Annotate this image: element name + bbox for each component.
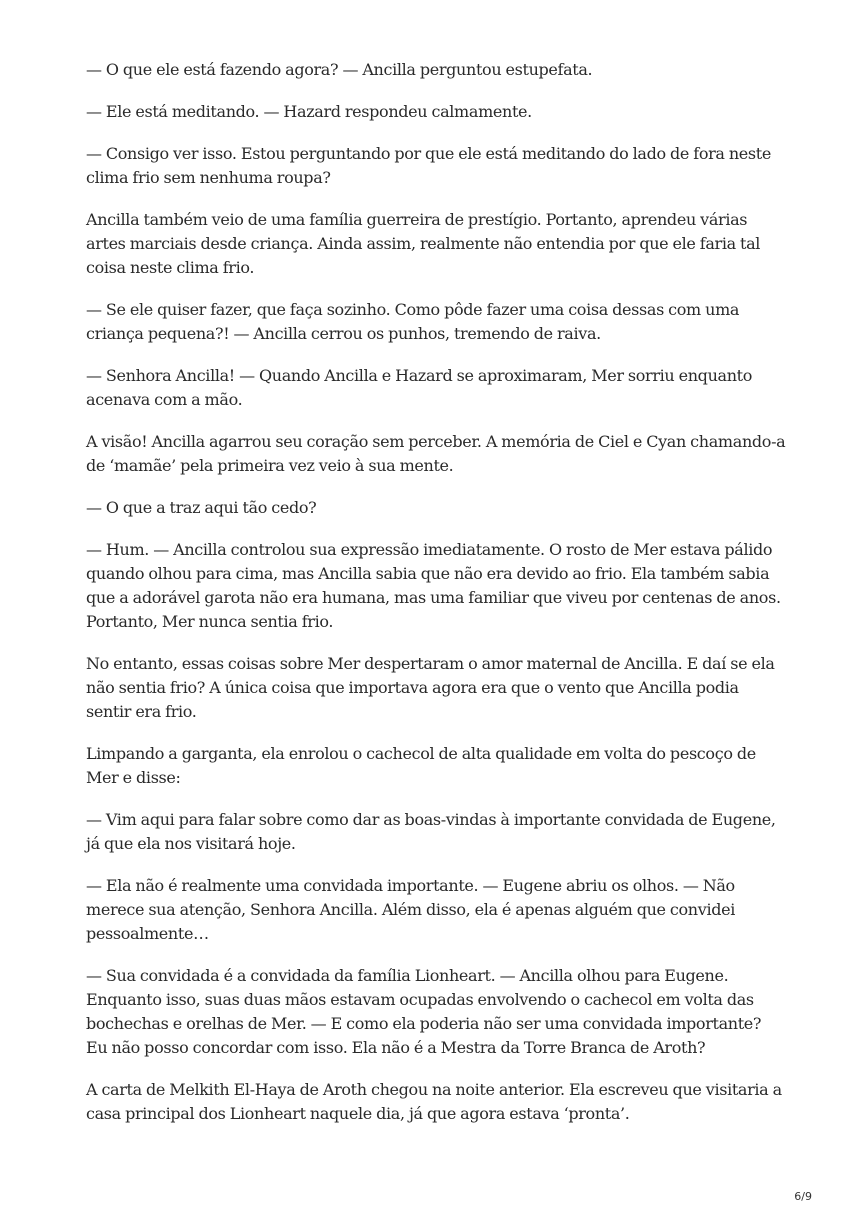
paragraph: — Ela não é realmente uma convidada importante. — Eugene abriu os olhos. — Não merece sua atenção, Senhora Ancilla. Além disso, ela é apenas alguém que convidei pessoalmente… xyxy=(86,876,735,943)
paragraph: A visão! Ancilla agarrou seu coração sem perceber. A memória de Ciel e Cyan chamando-a de ‘mamãe’ pela primeira vez veio à sua mente. xyxy=(86,432,786,475)
paragraph: — Hum. — Ancilla controlou sua expressão imediatamente. O rosto de Mer estava pálido quando olhou para cima, mas Ancilla sabia que não era devido ao frio. Ela também sabia que a adorável garota não era humana, mas uma familiar que viveu por centenas de anos. Portanto, Mer nunca sentia frio. xyxy=(86,540,781,631)
paragraph: — Ele está meditando. — Hazard respondeu calmamente. xyxy=(86,102,532,121)
page-number: 6/9 xyxy=(794,1190,812,1203)
paragraph: — Se ele quiser fazer, que faça sozinho. Como pôde fazer uma coisa dessas com uma criança pequena?! — Ancilla cerrou os punhos, tremendo de raiva. xyxy=(86,300,740,343)
paragraph: No entanto, essas coisas sobre Mer despertaram o amor maternal de Ancilla. E daí se ela não sentia frio? A única coisa que importava agora era que o vento que Ancilla podia sentir era frio. xyxy=(86,654,775,721)
paragraph: — Consigo ver isso. Estou perguntando por que ele está meditando do lado de fora neste clima frio sem nenhuma roupa? xyxy=(86,144,771,187)
paragraph: — Sua convidada é a convidada da família Lionheart. — Ancilla olhou para Eugene. Enquanto isso, suas duas mãos estavam ocupadas envolvendo o cachecol em volta das bochechas e orelhas de Mer. — E como ela poderia não ser uma convidada importante? Eu não posso concordar com isso. Ela não é a Mestra da Torre Branca de Aroth? xyxy=(86,966,762,1057)
paragraph: A carta de Melkith El-Haya de Aroth chegou na noite anterior. Ela escreveu que visitaria a casa principal dos Lionheart naquele dia, já que agora estava ‘pronta’. xyxy=(86,1080,782,1123)
document-page xyxy=(86,58,786,1144)
paragraph: — Vim aqui para falar sobre como dar as boas-vindas à importante convidada de Eugene, já que ela nos visitará hoje. xyxy=(86,810,776,853)
paragraph: — O que a traz aqui tão cedo? xyxy=(86,498,317,517)
paragraph: — O que ele está fazendo agora? — Ancilla perguntou estupefata. xyxy=(86,60,593,79)
paragraph: Ancilla também veio de uma família guerreira de prestígio. Portanto, aprendeu várias artes marciais desde criança. Ainda assim, realmente não entendia por que ele faria tal coisa neste clima frio. xyxy=(86,210,761,277)
paragraph: — Senhora Ancilla! — Quando Ancilla e Hazard se aproximaram, Mer sorriu enquanto acenava com a mão. xyxy=(86,366,753,409)
paragraph: Limpando a garganta, ela enrolou o cachecol de alta qualidade em volta do pescoço de Mer e disse: xyxy=(86,744,756,787)
